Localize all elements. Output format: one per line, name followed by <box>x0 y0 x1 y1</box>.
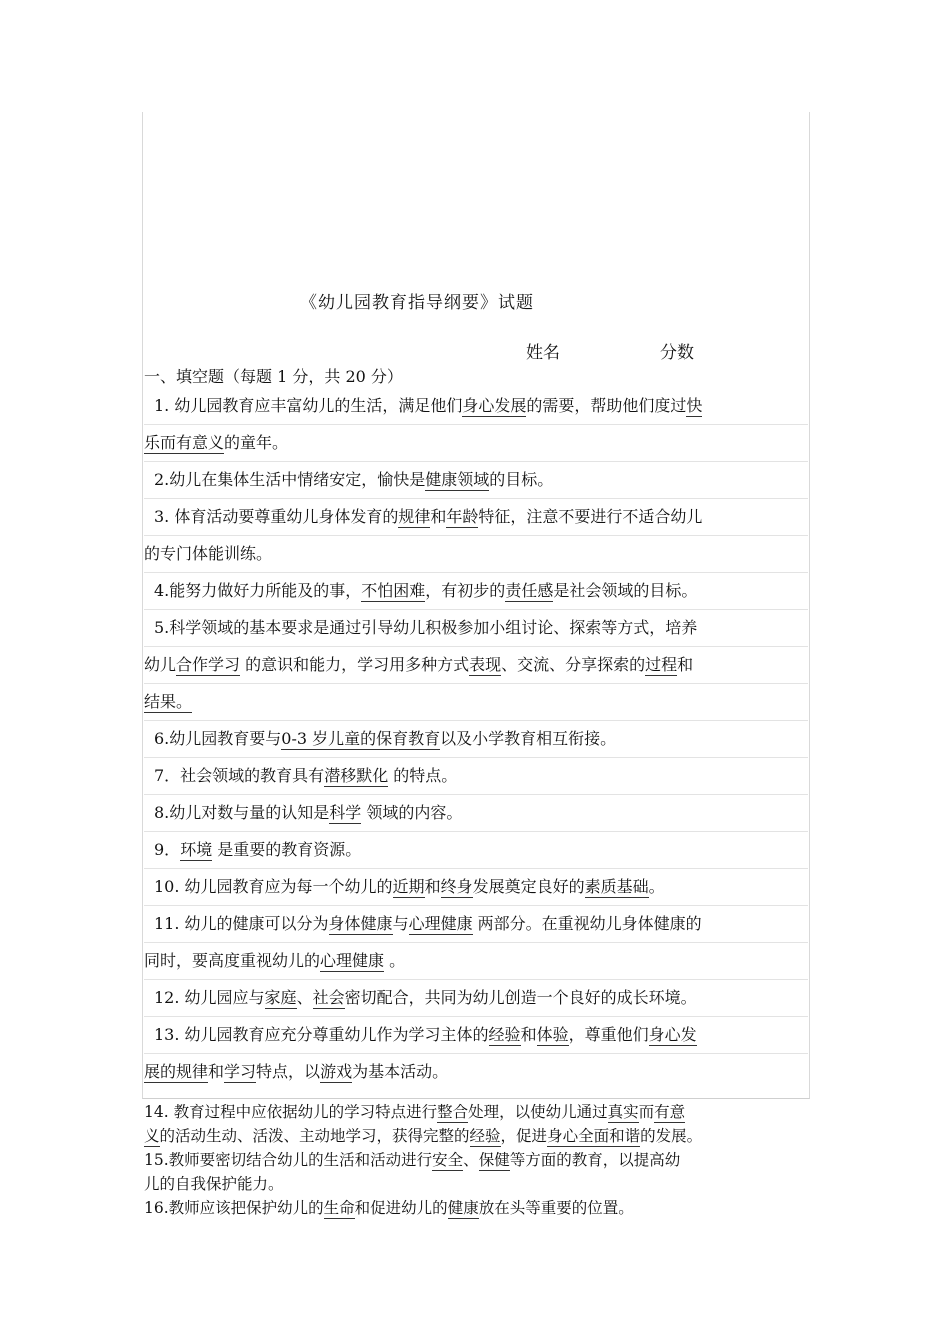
section-heading: 一、填空题（每题 1 分，共 20 分） <box>144 367 403 386</box>
question-13-line-1: 13. 幼儿园教育应充分尊重幼儿作为学习主体的经验和体验，尊重他们身心发 <box>144 1017 808 1054</box>
question-11-line-2: 同时，要高度重视幼儿的心理健康 。 <box>144 943 808 980</box>
question-8: 8.幼儿对数与量的认知是科学 领域的内容。 <box>144 795 808 832</box>
question-3-line-1: 3. 体育活动要尊重幼儿身体发育的规律和年龄特征，注意不要进行不适合幼儿 <box>144 499 808 536</box>
question-12: 12. 幼儿园应与家庭、社会密切配合，共同为幼儿创造一个良好的成长环境。 <box>144 980 808 1017</box>
question-14-line-2: 义的活动生动、活泼、主动地学习，获得完整的经验，促进身心全面和谐的发展。 <box>144 1127 703 1145</box>
question-3-line-2: 的专门体能训练。 <box>144 536 808 573</box>
question-16: 16.教师应该把保护幼儿的生命和促进幼儿的健康放在头等重要的位置。 <box>144 1199 634 1217</box>
question-15-line-1: 15.教师要密切结合幼儿的生活和活动进行安全、保健等方面的教育，以提高幼 <box>144 1151 681 1169</box>
question-14-line-1: 14. 教育过程中应依据幼儿的学习特点进行整合处理，以使幼儿通过真实而有意 <box>144 1103 686 1121</box>
question-10: 10. 幼儿园教育应为每一个幼儿的近期和终身发展奠定良好的素质基础。 <box>144 869 808 906</box>
name-label: 姓名 <box>526 343 560 363</box>
question-list <box>144 388 808 1090</box>
question-1-line-2: 乐而有意义的童年。 <box>144 425 808 462</box>
question-7: 7．社会领域的教育具有潜移默化 的特点。 <box>144 758 808 795</box>
question-5-line-3: 结果。 <box>144 684 808 721</box>
question-list-continued <box>144 1100 808 1220</box>
page-title: 《幼儿园教育指导纲要》试题 <box>300 293 534 313</box>
question-15-line-2: 儿的自我保护能力。 <box>144 1175 284 1193</box>
score-label: 分数 <box>660 343 694 363</box>
question-4: 4.能努力做好力所能及的事，不怕困难，有初步的责任感是社会领域的目标。 <box>144 573 808 610</box>
question-9: 9．环境 是重要的教育资源。 <box>144 832 808 869</box>
question-2: 2.幼儿在集体生活中情绪安定，愉快是健康领域的目标。 <box>144 462 808 499</box>
question-5-line-1: 5.科学领域的基本要求是通过引导幼儿积极参加小组讨论、探索等方式，培养 <box>144 610 808 647</box>
question-6: 6.幼儿园教育要与0-3 岁儿童的保育教育以及小学教育相互衔接。 <box>144 721 808 758</box>
question-1-line-1: 1. 幼儿园教育应丰富幼儿的生活，满足他们身心发展的需要，帮助他们度过快 <box>144 388 808 425</box>
question-13-line-2: 展的规律和学习特点，以游戏为基本活动。 <box>144 1062 449 1081</box>
question-5-line-2: 幼儿合作学习 的意识和能力，学习用多种方式表现、交流、分享探索的过程和 <box>144 647 808 684</box>
question-11-line-1: 11. 幼儿的健康可以分为身体健康与心理健康 两部分。在重视幼儿身体健康的 <box>144 906 808 943</box>
